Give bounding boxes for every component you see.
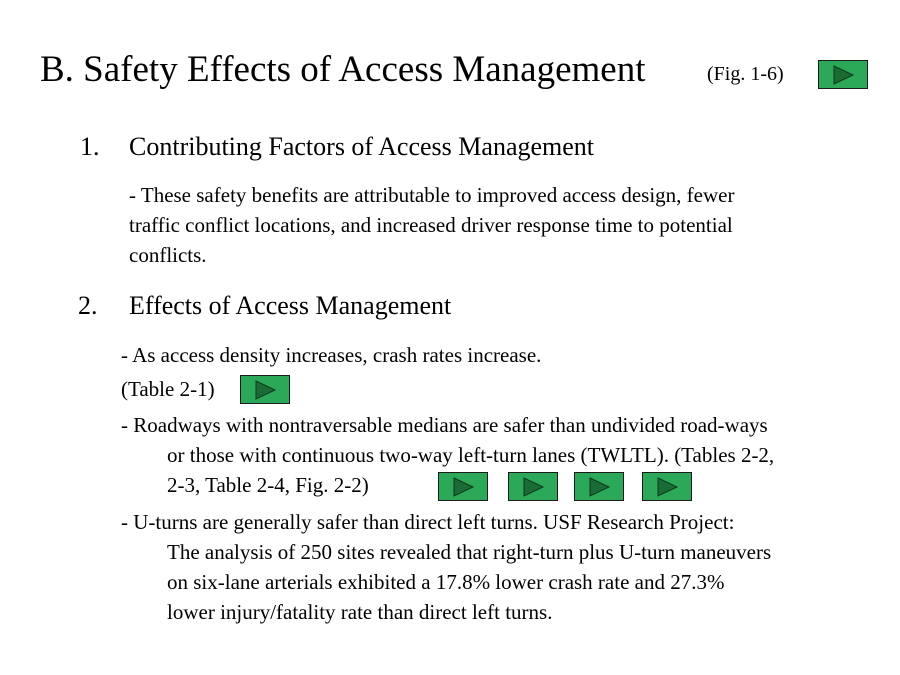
section-2-bullet-2-line: - Roadways with nontraversable medians are safer than undivided road-ways [121, 413, 768, 437]
title-figure-reference: (Fig. 1-6) [707, 63, 784, 85]
table-2-3-play-button[interactable] [508, 472, 558, 501]
section-2-bullet-3-line: lower injury/fatality rate than direct left turns. [167, 600, 553, 624]
play-triangle-icon [654, 477, 680, 497]
section-2-bullet-3-line: on six-lane arterials exhibited a 17.8% lower crash rate and 27.3% [167, 570, 725, 594]
play-triangle-icon [586, 477, 612, 497]
section-2-bullet-2-line: 2-3, Table 2-4, Fig. 2-2) [167, 473, 369, 497]
section-1-body-line: traffic conflict locations, and increased driver response time to potential [129, 213, 733, 237]
play-triangle-icon [450, 477, 476, 497]
figure-2-2-play-button[interactable] [642, 472, 692, 501]
section-2-bullet-1: - As access density increases, crash rates increase. [121, 343, 542, 367]
figure-1-6-play-button[interactable] [818, 60, 868, 89]
table-2-4-play-button[interactable] [574, 472, 624, 501]
section-1-heading: Contributing Factors of Access Management [129, 132, 595, 161]
play-triangle-icon [252, 380, 278, 400]
section-2-number: 2. [78, 291, 98, 320]
table-2-2-play-button[interactable] [438, 472, 488, 501]
play-triangle-icon [520, 477, 546, 497]
section-2-bullet-2-line: or those with continuous two-way left-turn lanes (TWLTL). (Tables 2-2, [167, 443, 775, 467]
table-2-1-play-button[interactable] [240, 375, 290, 404]
play-triangle-icon [830, 65, 856, 85]
section-1-number: 1. [80, 132, 100, 161]
section-2-bullet-3-line: - U-turns are generally safer than direct left turns. USF Research Project: [121, 510, 735, 534]
section-2-heading: Effects of Access Management [129, 291, 452, 320]
section-1-body-line: - These safety benefits are attributable to improved access design, fewer [129, 183, 735, 207]
page-title: B. Safety Effects of Access Management [40, 49, 646, 90]
section-1-body-line: conflicts. [129, 243, 207, 267]
table-2-1-reference: (Table 2-1) [121, 377, 215, 401]
section-2-bullet-3-line: The analysis of 250 sites revealed that right-turn plus U-turn maneuvers [167, 540, 772, 564]
